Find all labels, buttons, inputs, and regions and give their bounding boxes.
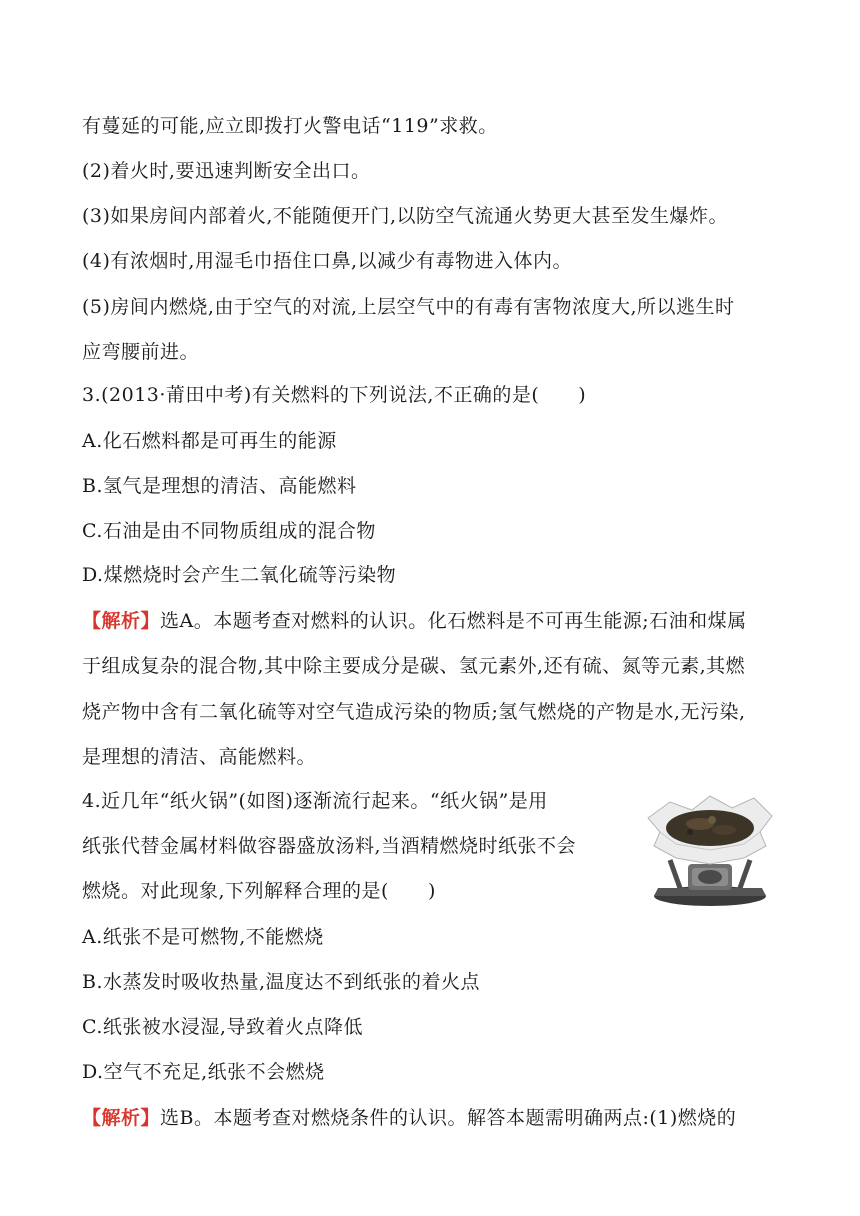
question-4-stem: 燃烧。对此现象,下列解释合理的是( ) (82, 880, 436, 902)
paper-hotpot-icon (640, 788, 778, 912)
question-4-stem: 纸张代替金属材料做容器盛放汤料,当酒精燃烧时纸张不会 (82, 835, 577, 857)
text-line: (4)有浓烟时,用湿毛巾捂住口鼻,以减少有毒物进入体内。 (82, 250, 572, 272)
text-line: 有蔓延的可能,应立即拨打火警电话“119”求救。 (82, 115, 498, 137)
analysis-text: 选B。本题考查对燃烧条件的认识。解答本题需明确两点:(1)燃烧的 (160, 1107, 737, 1129)
question-4-stem: 4.近几年“纸火锅”(如图)逐渐流行起来。“纸火锅”是用 (82, 790, 548, 812)
analysis-tag: 【解析】 (82, 1107, 161, 1129)
question-4-option-d: D.空气不充足,纸张不会燃烧 (82, 1061, 325, 1083)
question-3-option-b: B.氢气是理想的清洁、高能燃料 (82, 475, 357, 497)
paper-hotpot-image (640, 788, 778, 912)
question-4-analysis-line (82, 1106, 736, 1130)
text-line: 应弯腰前进。 (82, 341, 200, 363)
question-3-option-a: A.化石燃料都是可再生的能源 (82, 430, 337, 452)
question-3-stem: 3.(2013·莆田中考)有关燃料的下列说法,不正确的是( ) (82, 384, 587, 406)
question-3-option-c: C.石油是由不同物质组成的混合物 (82, 520, 376, 542)
question-3-analysis-line: 是理想的清洁、高能燃料。 (82, 746, 317, 768)
analysis-text: 选A。本题考查对燃料的认识。化石燃料是不可再生能源;石油和煤属 (160, 610, 747, 632)
question-4-option-c: C.纸张被水浸湿,导致着火点降低 (82, 1016, 363, 1038)
text-line: (2)着火时,要迅速判断安全出口。 (82, 160, 371, 182)
text-line: (3)如果房间内部着火,不能随便开门,以防空气流通火势更大甚至发生爆炸。 (82, 205, 728, 227)
question-3-analysis-line: 于组成复杂的混合物,其中除主要成分是碳、氢元素外,还有硫、氮等元素,其燃 (82, 655, 746, 677)
text-line: (5)房间内燃烧,由于空气的对流,上层空气中的有毒有害物浓度大,所以逃生时 (82, 296, 735, 318)
question-3-option-d: D.煤燃烧时会产生二氧化硫等污染物 (82, 564, 397, 586)
question-4-option-b: B.水蒸发时吸收热量,温度达不到纸张的着火点 (82, 971, 481, 993)
question-3-analysis-line (82, 609, 747, 633)
analysis-tag: 【解析】 (82, 610, 161, 632)
question-4-option-a: A.纸张不是可燃物,不能燃烧 (82, 926, 324, 948)
question-3-analysis-line: 烧产物中含有二氧化硫等对空气造成污染的物质;氢气燃烧的产物是水,无污染, (82, 701, 746, 723)
